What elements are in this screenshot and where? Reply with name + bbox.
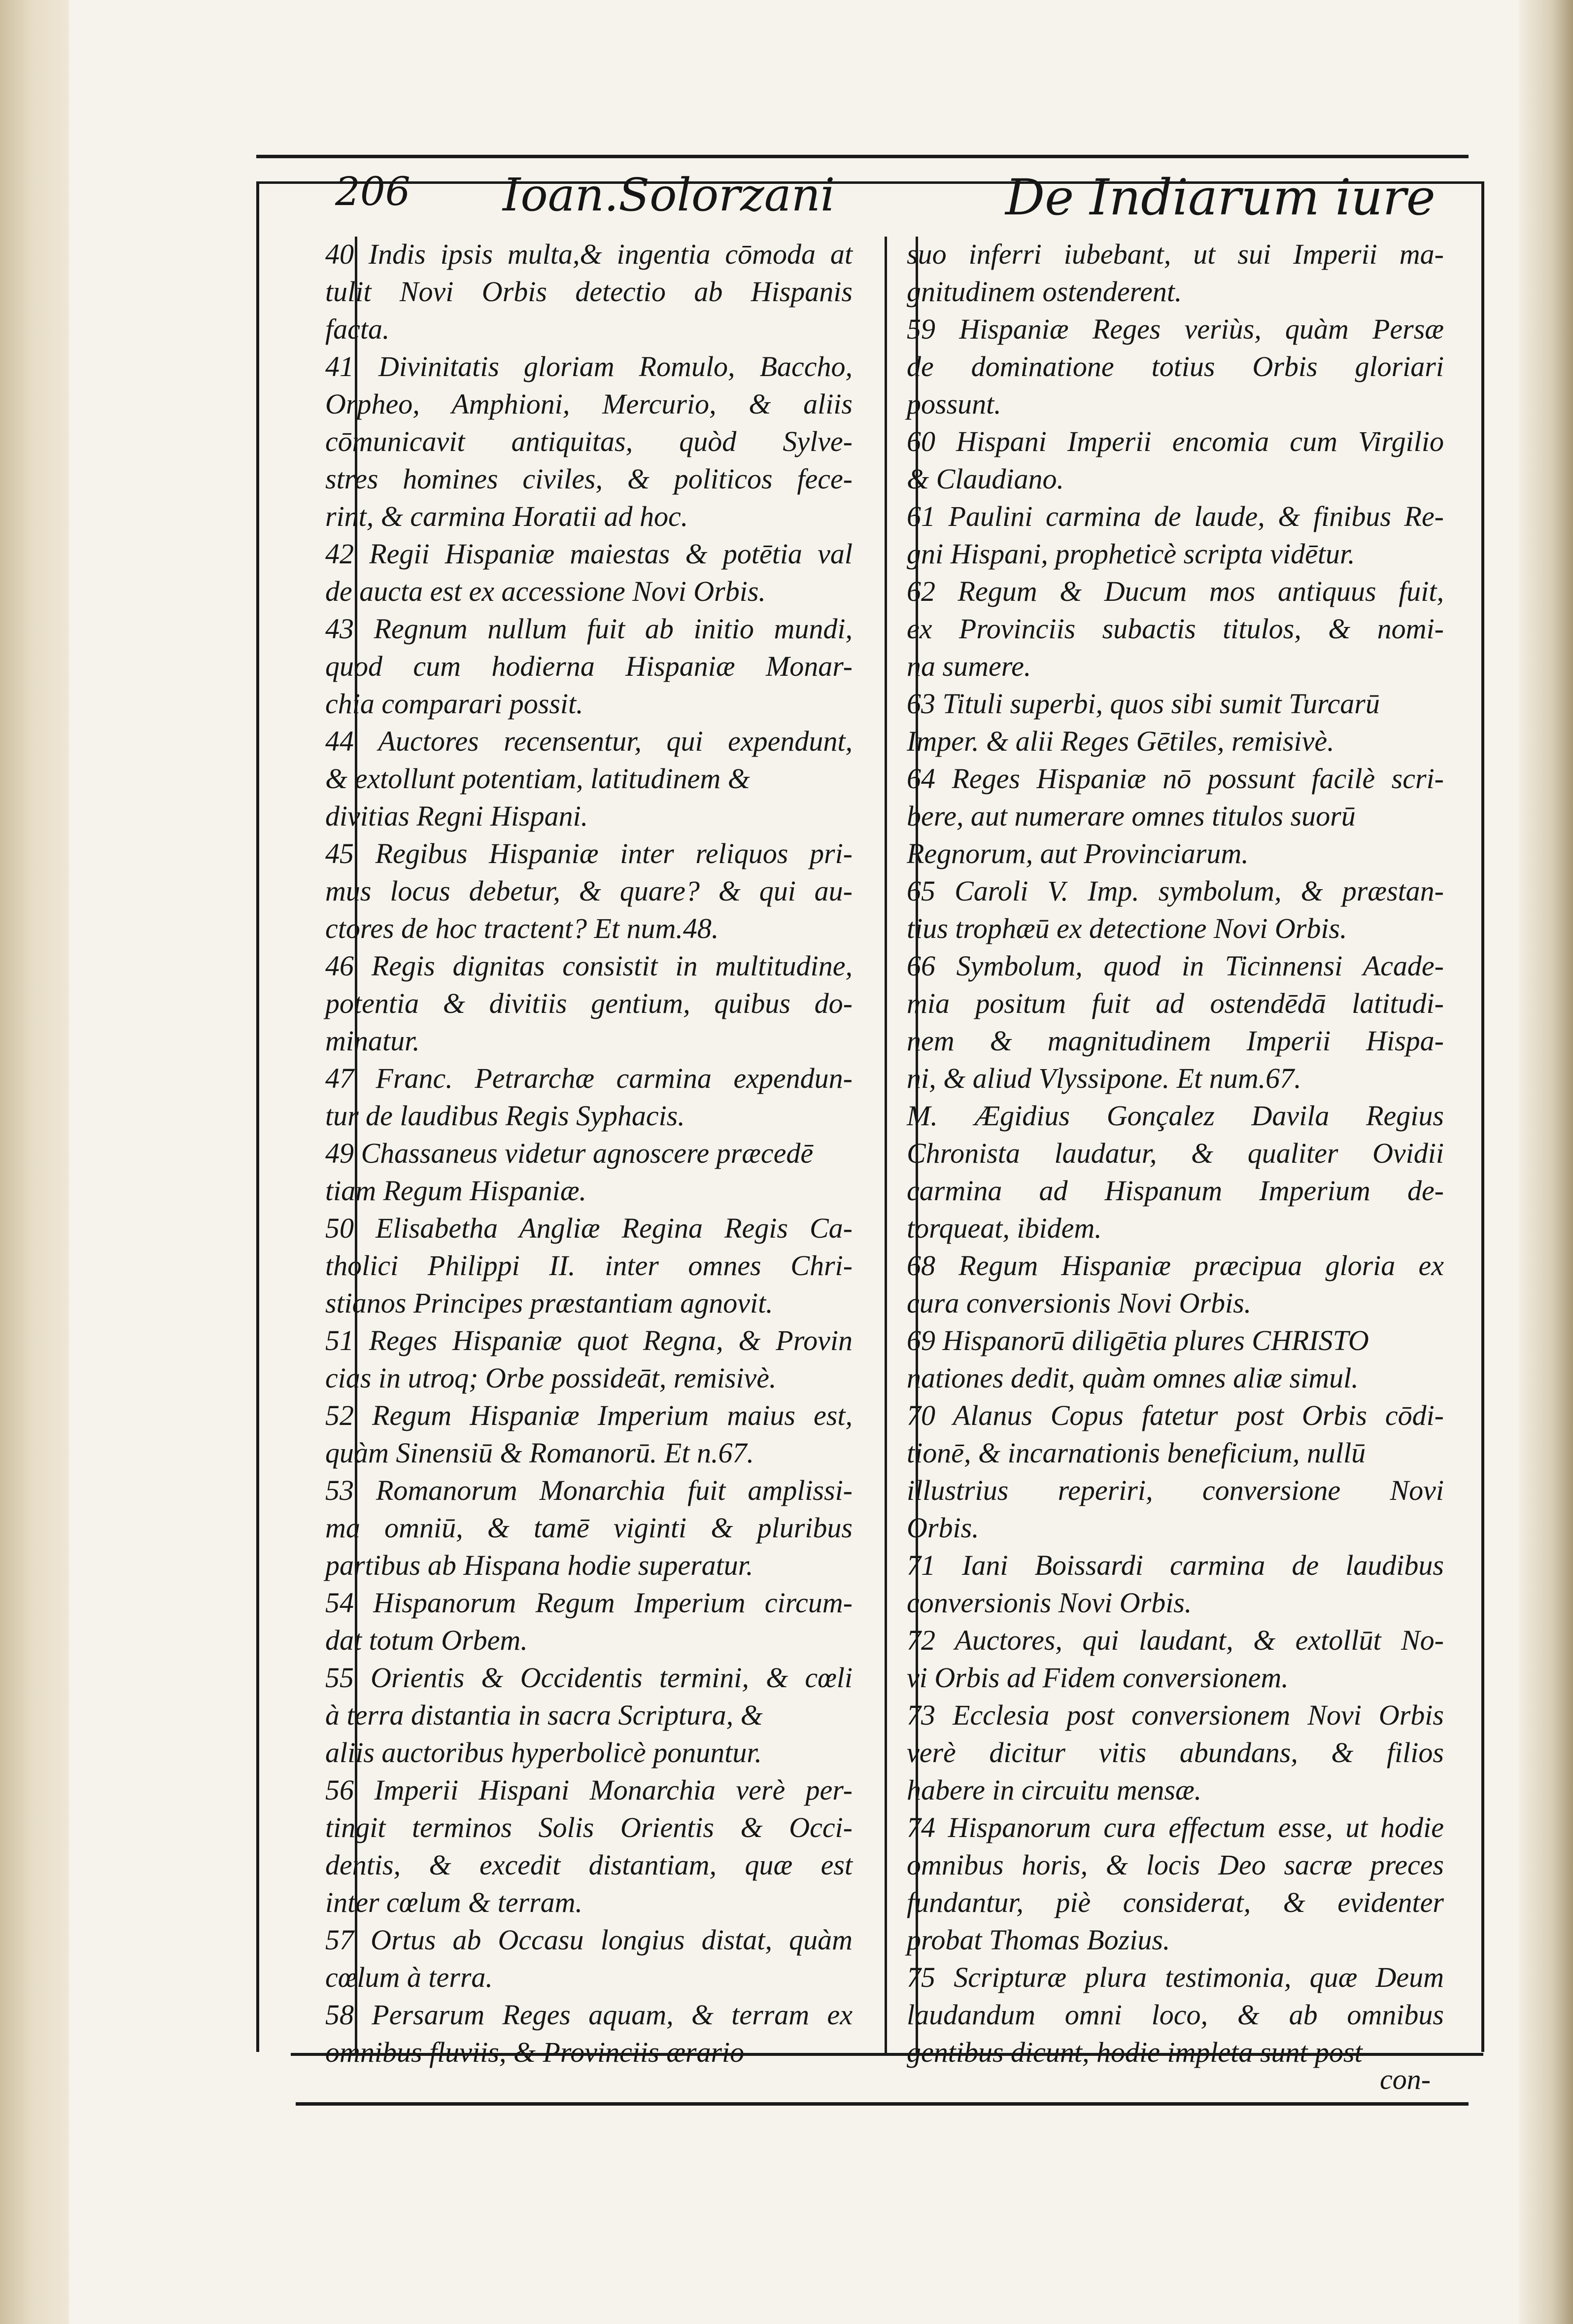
summary-line: 47 Franc. Petrarchæ carmina expendun- [325, 1062, 853, 1094]
summary-line: de aucta est ex accessione Novi Orbis. [325, 575, 766, 607]
summary-line: cōmunicavit antiquitas, quòd Sylve- [325, 425, 853, 457]
summary-line: 72 Auctores, qui laudant, & extollūt No- [907, 1624, 1444, 1656]
summary-line: 68 Regum Hispaniæ præcipua gloria ex [907, 1249, 1444, 1282]
summary-line: 60 Hispani Imperii encomia cum Virgilio [907, 425, 1444, 457]
summary-line: bere, aut numerare omnes titulos suorū [907, 800, 1356, 832]
summary-line: dat totum Orbem. [325, 1624, 528, 1656]
summary-line: Orbis. [907, 1512, 979, 1544]
summary-line: 62 Regum & Ducum mos antiquus fuit, [907, 575, 1444, 607]
summary-line: 46 Regis dignitas consistit in multitudine, [325, 950, 853, 982]
running-title: De Indiarum iure [1005, 169, 1436, 226]
summary-line: vi Orbis ad Fidem conversionem. [907, 1662, 1289, 1694]
summary-line: 51 Reges Hispaniæ quot Regna, & Provin [325, 1324, 853, 1356]
catchword: con- [1380, 2063, 1431, 2095]
summary-line: aliis auctoribus hyperbolicè ponuntur. [325, 1736, 762, 1769]
summary-line: stres homines civiles, & politicos fece- [325, 463, 853, 495]
summary-line: 61 Paulini carmina de laude, & finibus Re- [907, 500, 1444, 532]
book-page-edge-left [0, 0, 69, 2324]
summary-line: omnibus fluviis, & Provinciis ærario [325, 2036, 745, 2068]
summary-line: na sumere. [907, 650, 1031, 682]
summary-line: fundantur, piè considerat, & evidenter [907, 1886, 1444, 1918]
summary-line: dentis, & excedit distantiam, quæ est [325, 1849, 853, 1881]
summary-line: 73 Ecclesia post conversionem Novi Orbis [907, 1699, 1444, 1731]
summary-line: probat Thomas Bozius. [907, 1924, 1170, 1956]
summary-line: mus locus debetur, & quare? & qui au- [325, 875, 853, 907]
summary-line: quod cum hodierna Hispaniæ Monar- [325, 650, 853, 682]
summary-line: 53 Romanorum Monarchia fuit amplissi- [325, 1474, 853, 1506]
summary-line: conversionis Novi Orbis. [907, 1587, 1192, 1619]
summary-line: inter cœlum & terram. [325, 1886, 582, 1918]
summary-line: partibus ab Hispana hodie superatur. [325, 1549, 753, 1581]
summary-line: tholici Philippi II. inter omnes Chri- [325, 1249, 853, 1282]
top-rule [256, 155, 1469, 158]
summary-line: rint, & carmina Horatii ad hoc. [325, 500, 688, 532]
summary-line: minatur. [325, 1025, 420, 1057]
summary-line: de dominatione totius Orbis gloriari [907, 350, 1444, 382]
summary-line: 49 Chassaneus videtur agnoscere præcedē [325, 1137, 814, 1169]
summary-line: 65 Caroli V. Imp. symbolum, & præstan- [907, 875, 1444, 907]
summary-line: laudandum omni loco, & ab omnibus [907, 1999, 1444, 2031]
summary-line: potentia & divitiis gentium, quibus do- [325, 987, 853, 1019]
summary-line: M. Ægidius Gonçalez Davila Regius [907, 1100, 1444, 1132]
summary-line: omnibus horis, & locis Deo sacræ preces [907, 1849, 1444, 1881]
summary-line: 74 Hispanorum cura effectum esse, ut hodie [907, 1811, 1444, 1843]
summary-line: mia positum fuit ad ostendēdā latitudi- [907, 987, 1444, 1019]
summary-line: 70 Alanus Copus fatetur post Orbis cōdi- [907, 1399, 1444, 1431]
summary-line: tur de laudibus Regis Syphacis. [325, 1100, 685, 1132]
summary-line: à terra distantia in sacra Scriptura, & [325, 1699, 763, 1731]
summary-line: tionē, & incarnationis beneficium, nullū [907, 1437, 1366, 1469]
summary-line: tiam Regum Hispaniæ. [325, 1175, 587, 1207]
summary-line: 57 Ortus ab Occasu longius distat, quàm [325, 1924, 853, 1956]
summary-line: 69 Hispanorū diligētia plures CHRISTO [907, 1324, 1369, 1356]
summary-line: illustrius reperiri, conversione Novi [907, 1474, 1444, 1506]
running-author: Ioan.Solorzani [503, 169, 835, 221]
summary-line: 55 Orientis & Occidentis termini, & cœli [325, 1662, 853, 1694]
summary-line: tius trophæū ex detectione Novi Orbis. [907, 912, 1347, 944]
summary-line: quàm Sinensiū & Romanorū. Et n.67. [325, 1437, 754, 1469]
summary-line: cura conversionis Novi Orbis. [907, 1287, 1252, 1319]
book-page-edge-right [1519, 0, 1573, 2324]
bottom-rule [296, 2102, 1469, 2106]
summary-line: Regnorum, aut Provinciarum. [907, 837, 1249, 869]
right-column [907, 236, 1444, 2071]
summary-line: 42 Regii Hispaniæ maiestas & potētia val [325, 538, 853, 570]
summary-line: divitias Regni Hispani. [325, 800, 588, 832]
summary-line: 75 Scripturæ plura testimonia, quæ Deum [907, 1961, 1444, 1993]
summary-line: 63 Tituli superbi, quos sibi sumit Turcarū [907, 688, 1380, 720]
summary-line: 56 Imperii Hispani Monarchia verè per- [325, 1774, 853, 1806]
summary-line: gnitudinem ostenderent. [907, 276, 1182, 308]
summary-line: cœlum à terra. [325, 1961, 493, 1993]
summary-line: Chronista laudatur, & qualiter Ovidii [907, 1137, 1444, 1169]
summary-line: facta. [325, 313, 390, 345]
summary-line: cias in utroq; Orbe possideāt, remisivè. [325, 1362, 777, 1394]
summary-line: suo inferri iubebant, ut sui Imperii ma- [907, 238, 1444, 270]
summary-line: tulit Novi Orbis detectio ab Hispanis [325, 276, 853, 308]
summary-line: 45 Regibus Hispaniæ inter reliquos pri- [325, 837, 853, 869]
summary-line: ex Provinciis subactis titulos, & nomi- [907, 613, 1444, 645]
summary-line: gni Hispani, propheticè scripta vidētur. [907, 538, 1355, 570]
summary-line: habere in circuitu mensæ. [907, 1774, 1202, 1806]
summary-line: torqueat, ibidem. [907, 1212, 1102, 1244]
summary-line: ni, & aliud Vlyssipone. Et num.67. [907, 1062, 1301, 1094]
summary-line: 71 Iani Boissardi carmina de laudibus [907, 1549, 1444, 1581]
summary-line: ma omniū, & tamē viginti & pluribus [325, 1512, 853, 1544]
summary-line: 66 Symbolum, quod in Ticinnensi Acade- [907, 950, 1444, 982]
summary-line: carmina ad Hispanum Imperium de- [907, 1175, 1444, 1207]
summary-line: 50 Elisabetha Angliæ Regina Regis Ca- [325, 1212, 853, 1244]
summary-line: tingit terminos Solis Orientis & Occi- [325, 1811, 853, 1843]
summary-line: gentibus dicunt, hodie impleta sunt post [907, 2036, 1363, 2068]
summary-line: & extollunt potentiam, latitudinem & [325, 763, 750, 795]
left-column [325, 236, 853, 2071]
summary-line: 58 Persarum Reges aquam, & terram ex [325, 1999, 853, 2031]
summary-line: Imper. & alii Reges Gētiles, remisivè. [907, 725, 1334, 757]
summary-line: Orpheo, Amphioni, Mercurio, & aliis [325, 388, 853, 420]
summary-line: 41 Divinitatis gloriam Romulo, Baccho, [325, 350, 853, 382]
summary-line: 40 Indis ipsis multa,& ingentia cōmoda at [325, 238, 853, 270]
summary-line: 44 Auctores recensentur, qui expendunt, [325, 725, 853, 757]
summary-line: 59 Hispaniæ Reges veriùs, quàm Persæ [907, 313, 1444, 345]
summary-line: nationes dedit, quàm omnes aliæ simul. [907, 1362, 1359, 1394]
page-number: 206 [335, 169, 410, 214]
summary-line: 54 Hispanorum Regum Imperium circum- [325, 1587, 853, 1619]
center-column-rule-left [885, 237, 887, 2055]
summary-line: possunt. [907, 388, 1001, 420]
summary-line: 43 Regnum nullum fuit ab initio mundi, [325, 613, 853, 645]
summary-line: ctores de hoc tractent? Et num.48. [325, 912, 719, 944]
summary-line: & Claudiano. [907, 463, 1064, 495]
summary-line: 52 Regum Hispaniæ Imperium maius est, [325, 1399, 853, 1431]
summary-line: stianos Principes præstantiam agnovit. [325, 1287, 773, 1319]
summary-line: nem & magnitudinem Imperii Hispa- [907, 1025, 1444, 1057]
summary-line: verè dicitur vitis abundans, & filios [907, 1736, 1444, 1769]
summary-line: chia comparari possit. [325, 688, 583, 720]
summary-line: 64 Reges Hispaniæ nō possunt facilè scri- [907, 763, 1444, 795]
